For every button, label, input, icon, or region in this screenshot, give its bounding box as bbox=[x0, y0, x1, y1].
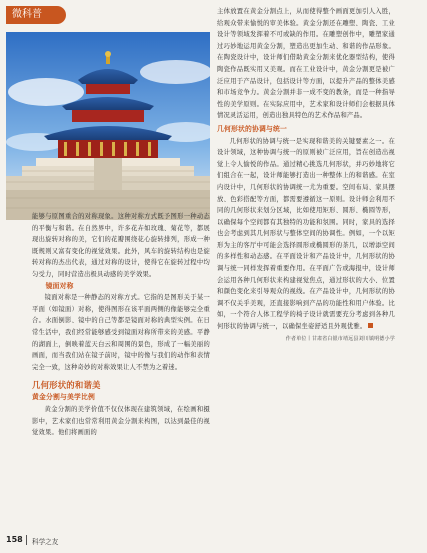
temple-of-heaven-photo bbox=[6, 32, 210, 220]
paragraph: 镜面对称是一种静态的对称方式。它指的是图形关于某一平面（如镜面）对称，使得图形在该平面两侧的像能够完全重合。水面倒影、镜中的自己等都是镜面对称的典型实例。在日常生活中，我们经常能够感受到镜面对称所带来的美感。平静的湖面上，倒映着蓝天白云和周围的景色，形成了一幅美丽的画面，而当我们站在镜子前时，镜中的像与我们的动作和表情完全一致，这种奇妙的对称效果让人不禁为之着迷。 bbox=[32, 294, 210, 371]
paragraph bbox=[217, 136, 395, 333]
magazine-name: 科学之友 bbox=[32, 538, 59, 546]
page-number: 158 bbox=[6, 535, 23, 544]
heading-shape-unity: 几何形状的协调与统一 bbox=[217, 124, 287, 133]
paragraph: 黄金分割的美学价值不仅仅体现在建筑领域，在绘画和摄影中，艺术家们也常常利用黄金分割来构图，以达到最佳的视觉效果。他们将画面的 bbox=[32, 405, 210, 437]
footer-divider bbox=[26, 535, 27, 545]
author-credit: 作者单位丨甘肃省白银市靖远县刘川镇明德小学 bbox=[285, 335, 395, 342]
heading-geometric-harmony: 几何形状的和谐美 bbox=[32, 380, 101, 391]
heading-mirror-symmetry: 镜面对称 bbox=[45, 281, 74, 290]
end-of-article-icon bbox=[368, 323, 373, 328]
paragraph: 能够与原图重合的对称现象。这种对称方式既予图形一种动态的平衡与和谐。在自然界中，许多花卉如玫瑰、菊花等，都展现出旋转对称的美，它们的花瓣围绕花心旋转排列，形成一种既规则又富有变化的视觉效果。此外，风车的旋转结构也是旋转对称的杰出代表，通过对称的设计，使得它在旋转过程中均匀受力，同时营造出极具动感的美学效果。 bbox=[32, 213, 210, 278]
paragraph: 主体放置在黄金分割点上，从而使得整个画面更加引人入胜，给观众带来愉悦的审美体验。黄金分割还在雕塑、陶瓷、工业设计等领域发挥着不可或缺的作用。在雕塑创作中，雕塑家通过巧妙地运用黄金分割，塑造出更加生动、和谐的作品形象。在陶瓷设计中，设计师们借助黄金分割来优化器型结构，使得陶瓷作品既实用又美观。而在工业设计中，黄金分割更是被广泛应用于产品设计，包括设计等方面，以提升产品的整体美感和市场竞争力。黄金分割并非一成不变的教条，而是一种指导性的美学原则。在实际应用中，艺术家和设计师们会根据具体情况灵活运用，创造出独具特色的艺术作品和产品。 bbox=[217, 8, 395, 120]
left-column bbox=[32, 211, 210, 439]
section-tag: 微科普 bbox=[6, 6, 66, 24]
subheading-golden-ratio: 黄金分割与美学比例 bbox=[32, 393, 95, 402]
temple-illustration bbox=[6, 32, 210, 220]
paragraph-text: 几何形状的协调与统一是实现和谐美的关键要素之一。在设计领域，这种协调与统一的原则被广泛应用，旨在创造出视觉上令人愉悦的作品。通过精心挑选几何形状，并巧妙地将它们组合在一起，设计师能够打造出一种整体上的和谐感。在室内设计中，几何形状的协调统一尤为重要。空间布局、家具摆放、色彩搭配等方面，都需要遵循这一原则。设计师会利用不同的几何形状来划分区域，比如使用矩形、圆形、椭圆等形，以确保每个空间都有其独特的功能和氛围。同时，家具的选择也会考虑到其几何形状与整体空间的协调性。例如，一个以矩形为主的客厅中可能会选择圆形或椭圆形的茶几，以增添空间的多样性和动态感。在平面设计和产品设计中，几何形状的协调与统一同样发挥着重要作用。在平面广告或海报中，设计师会运用各种几何形状来构建视觉焦点，通过形状的大小、位置和颜色变化来引导观众的视线。在产品设计中，几何形状的协调不仅关乎美观，还直接影响到产品的功能性和用户体验。比如，一个符合人体工程学的椅子设计就需要充分考虑到各种几何形状的协调与统一，以确保坐姿舒适且外观优雅。 bbox=[217, 137, 395, 331]
page-footer bbox=[0, 527, 427, 553]
right-column bbox=[217, 6, 395, 343]
